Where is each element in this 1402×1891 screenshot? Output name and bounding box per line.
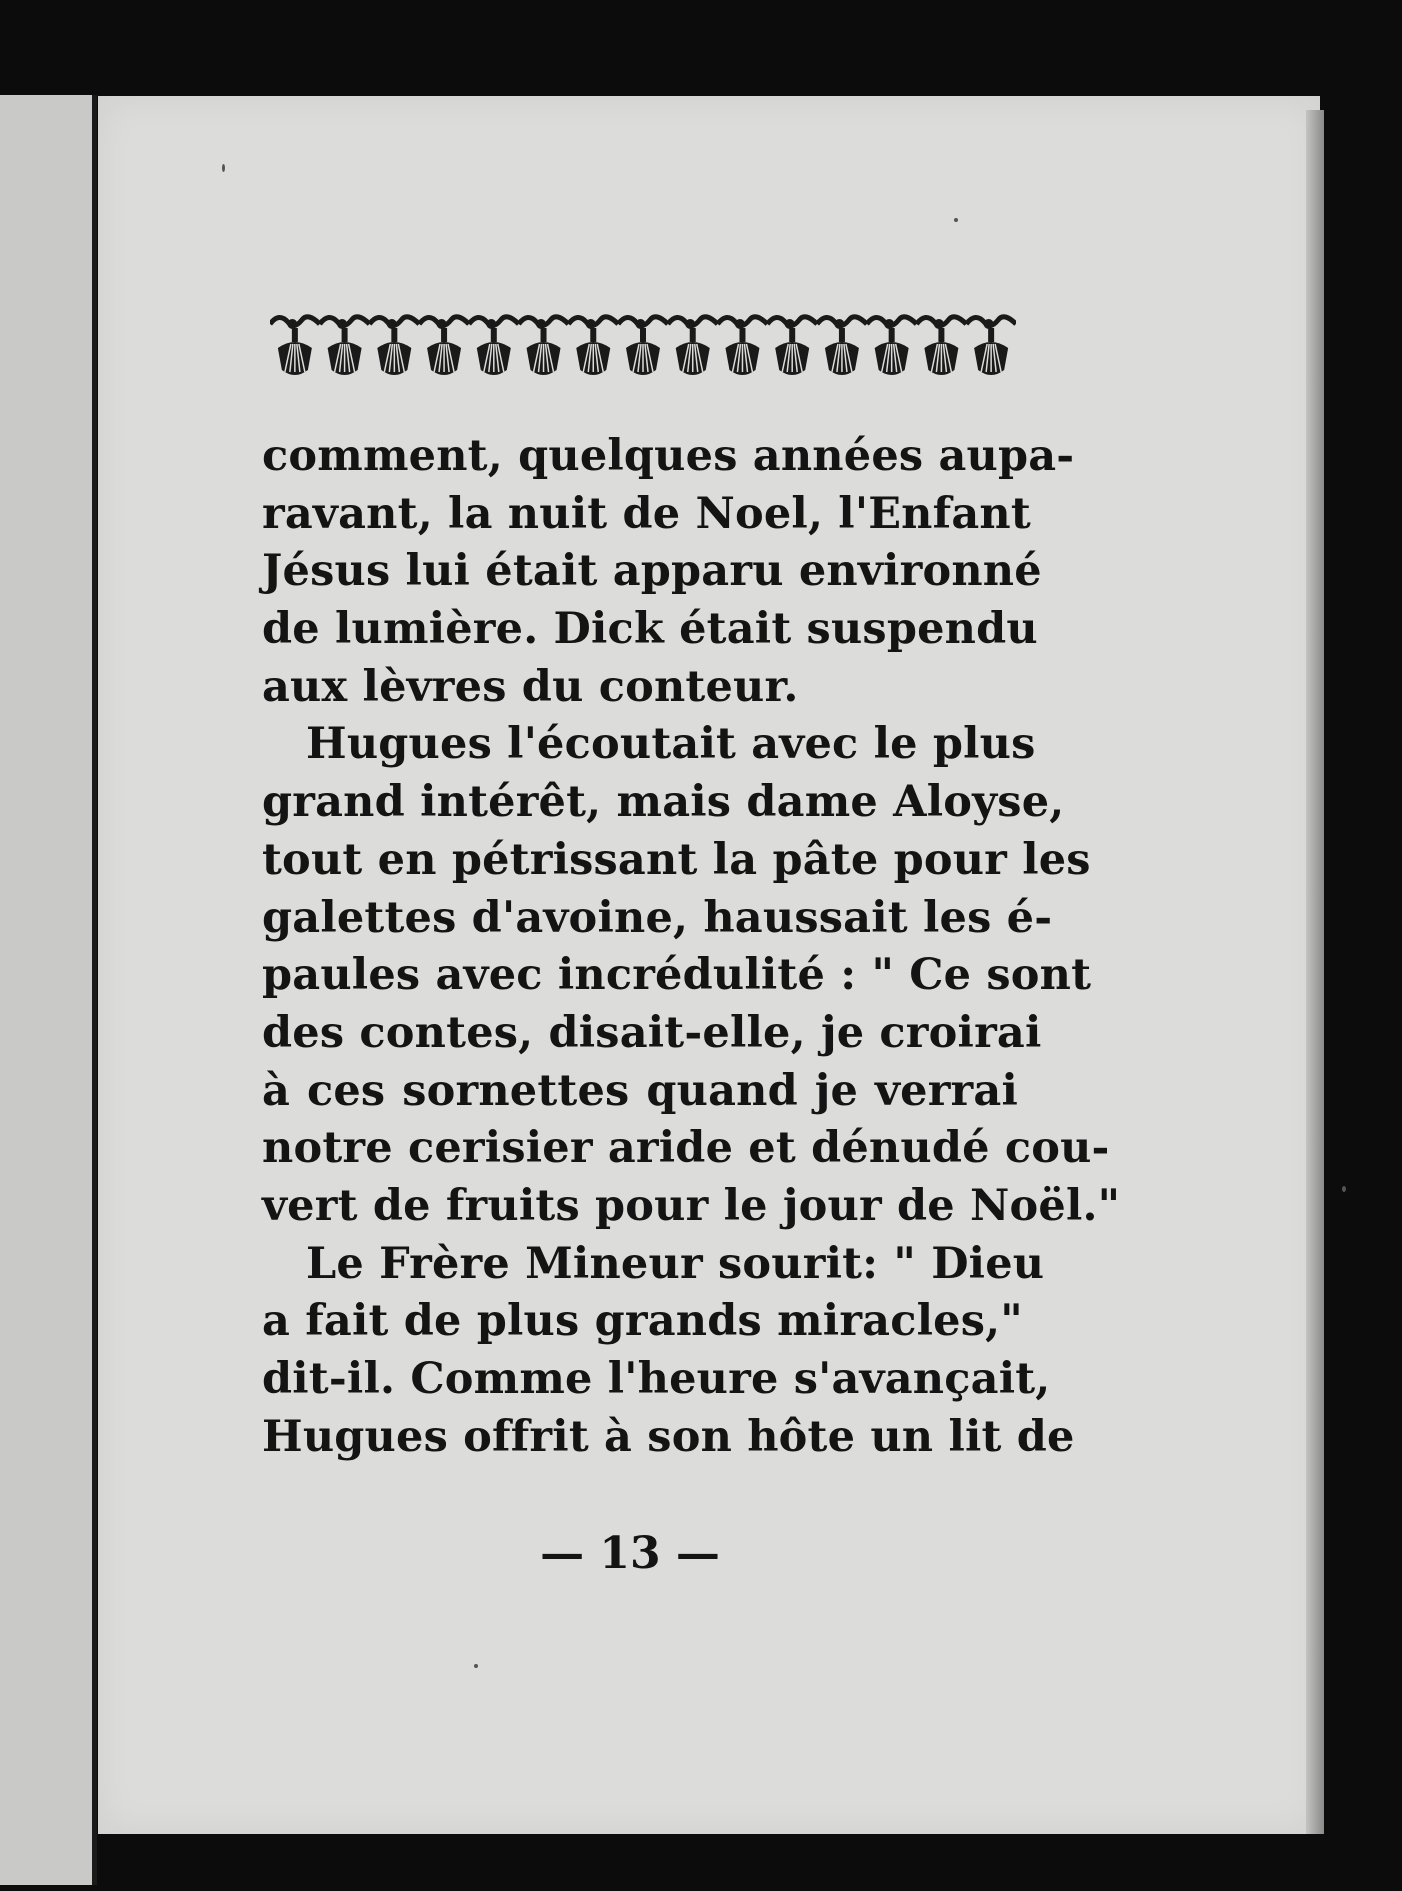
text-line: Hugues offrit à son hôte un lit de xyxy=(262,1411,1075,1462)
ornament-shell xyxy=(817,317,867,375)
ornament-shell xyxy=(469,317,519,375)
ornament-shell xyxy=(668,317,718,375)
text-line: aux lèvres du conteur. xyxy=(262,661,799,712)
ornament-shell xyxy=(917,317,967,375)
paper-speck xyxy=(474,1664,478,1668)
paper-speck xyxy=(954,218,958,222)
ornament-shell xyxy=(767,317,817,375)
page-edge-shadow xyxy=(1306,110,1324,1834)
ornament-shell xyxy=(568,317,618,375)
text-line: paules avec incrédulité : " Ce sont xyxy=(262,950,1092,1001)
page-number: — 13 — xyxy=(540,1528,720,1579)
text-line: de lumière. Dick était suspendu xyxy=(262,604,1038,655)
text-line: Le Frère Mineur sourit: " Dieu xyxy=(306,1238,1045,1289)
ornament-shell xyxy=(270,317,320,375)
ornamental-border xyxy=(270,310,1016,384)
text-line: Jésus lui était apparu environné xyxy=(262,546,1042,597)
ornament-shell xyxy=(519,317,569,375)
text-line: a fait de plus grands miracles," xyxy=(262,1296,1023,1347)
paper-speck xyxy=(222,164,225,172)
ornament-shell xyxy=(320,317,370,375)
ornament-shell xyxy=(718,317,768,375)
ornament-shell xyxy=(419,317,469,375)
text-line: des contes, disait-elle, je croirai xyxy=(262,1007,1042,1058)
text-line: comment, quelques années aupa- xyxy=(262,431,1075,481)
body-text xyxy=(262,428,1121,1466)
text-line: galettes d'avoine, haussait les é- xyxy=(262,892,1053,943)
text-line: vert de fruits pour le jour de Noël." xyxy=(262,1180,1121,1231)
text-line: dit-il. Comme l'heure s'avançait, xyxy=(262,1354,1051,1404)
ornament-shell xyxy=(369,317,419,375)
text-line: tout en pétrissant la pâte pour les xyxy=(262,834,1091,885)
text-line: notre cerisier aride et dénudé cou- xyxy=(262,1123,1110,1174)
facing-page-edge xyxy=(0,95,97,1885)
text-line: à ces sornettes quand je verrai xyxy=(262,1065,1018,1116)
text-line: ravant, la nuit de Noel, l'Enfant xyxy=(262,488,1031,539)
paper-speck xyxy=(1342,1186,1346,1192)
ornament-shell xyxy=(618,317,668,375)
ornament-shell xyxy=(867,317,917,375)
text-line: grand intérêt, mais dame Aloyse, xyxy=(262,777,1065,828)
text-line: Hugues l'écoutait avec le plus xyxy=(306,719,1036,770)
ornament-shell xyxy=(966,317,1016,375)
